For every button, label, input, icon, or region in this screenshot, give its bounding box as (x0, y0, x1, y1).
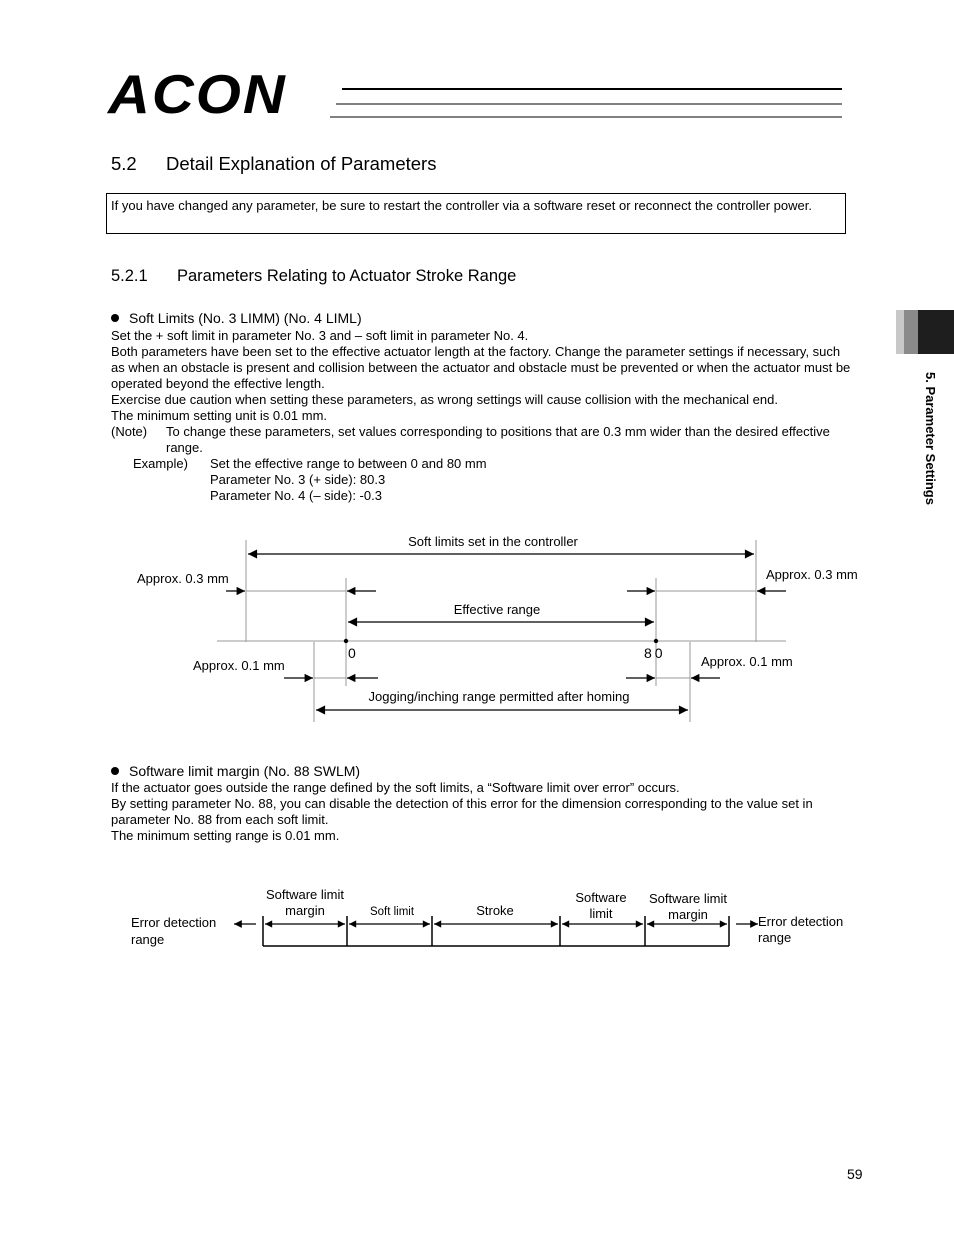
swlm-line: The minimum setting range is 0.01 mm. (111, 828, 340, 843)
margin-right-label-2: margin (668, 907, 708, 922)
zero-position-mark: 0 (348, 645, 356, 661)
error-detection-left-label-2: range (131, 932, 165, 947)
soft-limits-diagram (0, 530, 954, 730)
swlm-line: By setting parameter No. 88, you can disable the detection of this error for the dimension corresponding to the value set in parameter No. 88 from each soft limit. (111, 796, 813, 827)
bullet-icon (111, 314, 119, 322)
subsection-title (111, 267, 516, 286)
jogging-range-label: Jogging/inching range permitted after homing (368, 689, 630, 704)
section-title-text: Detail Explanation of Parameters (166, 153, 437, 174)
soft-limits-heading-text: Soft Limits (No. 3 LIMM) (No. 4 LIML) (129, 310, 362, 326)
swlm-body (111, 780, 851, 844)
soft-limits-line: Both parameters have been set to the effective actuator length at the factory. Change the parameter settings if necessary, such as when an obstacle is present and collision between the actuator and obstacle must be prevented or when the actuator must be operated beyond the effective length. (111, 344, 851, 391)
subsection-title-text: Parameters Relating to Actuator Stroke Range (177, 267, 517, 285)
chapter-side-label: 5. Parameter Settings (923, 372, 938, 505)
page-number: 59 (847, 1166, 863, 1182)
chapter-tab-block (918, 310, 954, 354)
swlm-heading-text: Software limit margin (No. 88 SWLM) (129, 763, 361, 779)
approx-01-left-label: Approx. 0.1 mm (193, 658, 285, 673)
error-detection-right-label: Error detection (758, 914, 844, 929)
stroke-label: Stroke (476, 903, 514, 918)
soft-limits-line: Set the + soft limit in parameter No. 3 and – soft limit in parameter No. 4. (111, 328, 529, 343)
note-label: (Note) (111, 424, 148, 439)
section-number: 5.2 (111, 153, 137, 174)
example-line: Set the effective range to between 0 and 80 mm (210, 456, 487, 471)
example-label: Example) (133, 456, 188, 471)
soft-limit-label: Soft limit (369, 906, 415, 918)
section-title (111, 153, 436, 175)
example-line: Parameter No. 4 (– side): -0.3 (210, 488, 382, 503)
subsection-number: 5.2.1 (111, 267, 148, 285)
soft-limits-heading (111, 310, 362, 326)
software-limit-label: Software (575, 890, 627, 905)
acon-logo: ACON (108, 63, 287, 126)
error-detection-right-label-2: range (758, 930, 792, 945)
swlm-diagram (0, 878, 954, 958)
restart-notice-text: If you have changed any parameter, be sure to restart the controller via a software reset or reconnect the controller power. (111, 198, 812, 213)
note-row (111, 424, 851, 456)
example-row (133, 456, 851, 504)
effective-range-label: Effective range (453, 602, 541, 617)
eighty-position-mark: 80 (644, 645, 666, 661)
note-text: To change these parameters, set values corresponding to positions that are 0.3 mm wider than the desired effective range. (166, 424, 830, 455)
header-rule-lines (330, 86, 844, 120)
margin-right-label: Software limit (648, 891, 728, 906)
approx-03-right-label: Approx. 0.3 mm (766, 567, 858, 582)
bullet-icon (111, 767, 119, 775)
margin-left-label: Software limit (265, 887, 345, 902)
soft-limits-body (111, 328, 851, 504)
software-limit-label-2: limit (589, 906, 613, 921)
restart-notice-box (106, 193, 846, 234)
approx-01-right-label: Approx. 0.1 mm (701, 654, 793, 669)
example-line: Parameter No. 3 (+ side): 80.3 (210, 472, 386, 487)
example-lines (210, 456, 851, 504)
swlm-line: If the actuator goes outside the range defined by the soft limits, a “Software limit over error” occurs. (111, 780, 680, 795)
soft-limits-line: The minimum setting unit is 0.01 mm. (111, 408, 328, 423)
approx-03-left-label: Approx. 0.3 mm (137, 571, 229, 586)
chapter-tab-highlight (896, 310, 904, 354)
soft-limits-set-label: Soft limits set in the controller (408, 534, 578, 549)
margin-left-label-2: margin (285, 903, 325, 918)
soft-limits-line: Exercise due caution when setting these parameters, as wrong settings will cause collision with the mechanical end. (111, 392, 778, 407)
error-detection-left-label: Error detection (131, 915, 217, 930)
swlm-heading (111, 763, 360, 779)
